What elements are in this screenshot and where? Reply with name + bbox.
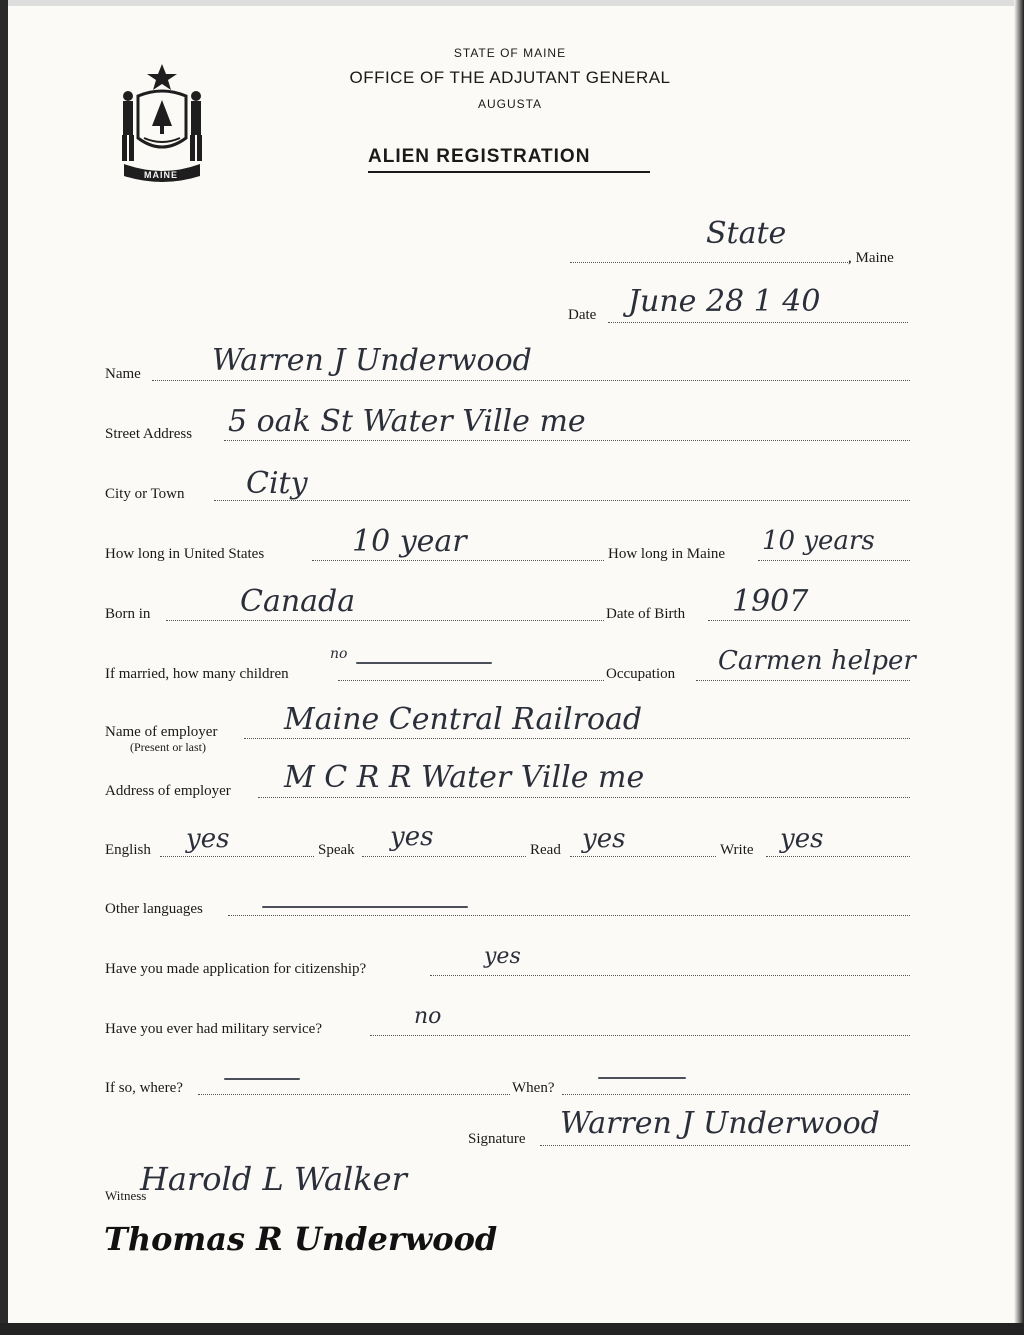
married-dots xyxy=(338,680,604,681)
maine-seal-icon xyxy=(108,60,216,188)
speak-label: Speak xyxy=(318,842,355,858)
employer-addr-label: Address of employer xyxy=(105,783,231,799)
title-underline xyxy=(368,171,650,173)
us-value: 10 year xyxy=(352,524,467,559)
english-dots xyxy=(160,856,314,857)
married-label: If married, how many children xyxy=(105,666,289,682)
born-label: Born in xyxy=(105,606,151,622)
place-suffix: , Maine xyxy=(848,250,894,266)
born-dots xyxy=(166,620,604,621)
seal-banner-text: MAINE xyxy=(144,170,178,180)
maine-value: 10 years xyxy=(762,526,875,556)
street-dots xyxy=(224,440,910,441)
employer-addr-value: M C R R Water Ville me xyxy=(284,760,645,795)
speak-dots xyxy=(362,856,526,857)
signature-dots xyxy=(540,1145,910,1146)
military-value: no xyxy=(414,1004,442,1029)
employer-value: Maine Central Railroad xyxy=(284,702,643,737)
date-value: June 28 1 40 xyxy=(628,284,821,319)
header-state: STATE OF MAINE xyxy=(453,46,567,60)
occupation-label: Occupation xyxy=(606,666,676,682)
maine-label: How long in Maine xyxy=(608,546,726,562)
read-dots xyxy=(570,856,716,857)
second-signature: Thomas R Underwood xyxy=(104,1220,498,1258)
employer-label: Name of employer xyxy=(105,724,218,740)
when-label: When? xyxy=(512,1080,555,1096)
dob-dots xyxy=(708,620,910,621)
citizenship-value: yes xyxy=(484,944,521,969)
dob-value: 1907 xyxy=(732,584,809,619)
name-value: Warren J Underwood xyxy=(212,343,532,378)
when-dots xyxy=(562,1094,910,1095)
name-dots xyxy=(152,380,910,381)
witness-label: Witness xyxy=(105,1188,147,1203)
write-value: yes xyxy=(780,824,824,854)
married-value: no xyxy=(330,646,348,662)
occupation-dots xyxy=(696,680,910,681)
date-dots xyxy=(608,322,908,323)
dob-label: Date of Birth xyxy=(606,606,686,622)
us-dots xyxy=(312,560,604,561)
employer-sublabel: (Present or last) xyxy=(130,740,206,754)
scan-edge-right xyxy=(1014,0,1024,1335)
when-dash xyxy=(598,1077,686,1079)
scan-edge-bottom xyxy=(0,1323,1024,1335)
city-label: City or Town xyxy=(105,486,185,502)
read-label: Read xyxy=(530,842,561,858)
place-value: State xyxy=(706,216,787,251)
signature-value: Warren J Underwood xyxy=(560,1106,880,1141)
other-lang-dash xyxy=(262,906,468,908)
other-lang-label: Other languages xyxy=(105,901,203,917)
married-dash xyxy=(356,662,492,664)
citizenship-label: Have you made application for citizenship? xyxy=(105,961,367,977)
write-dots xyxy=(766,856,910,857)
scan-edge-top xyxy=(0,0,1024,6)
english-label: English xyxy=(105,842,151,858)
street-label: Street Address xyxy=(105,426,193,442)
form-title: ALIEN REGISTRATION xyxy=(368,146,591,167)
maine-dots xyxy=(758,560,910,561)
born-value: Canada xyxy=(240,584,356,619)
city-dots xyxy=(214,500,910,501)
military-label: Have you ever had military service? xyxy=(105,1021,322,1037)
write-label: Write xyxy=(720,842,754,858)
citizenship-dots xyxy=(430,975,910,976)
where-dash xyxy=(224,1078,300,1080)
english-value: yes xyxy=(186,824,230,854)
us-label: How long in United States xyxy=(105,546,265,562)
occupation-value: Carmen helper xyxy=(718,646,916,676)
where-dots xyxy=(198,1094,510,1095)
witness-value: Harold L Walker xyxy=(140,1160,407,1198)
street-value: 5 oak St Water Ville me xyxy=(228,404,586,439)
signature-label: Signature xyxy=(468,1131,526,1147)
other-lang-dots xyxy=(228,915,910,916)
employer-addr-dots xyxy=(258,797,910,798)
city-value: City xyxy=(246,466,308,501)
header-city: AUGUSTA xyxy=(477,97,543,111)
where-label: If so, where? xyxy=(105,1080,183,1096)
military-dots xyxy=(370,1035,910,1036)
place-dots xyxy=(570,262,850,263)
employer-dots xyxy=(244,738,910,739)
header-office: OFFICE OF THE ADJUTANT GENERAL xyxy=(349,68,671,87)
scan-edge-left xyxy=(0,0,8,1335)
speak-value: yes xyxy=(390,822,434,852)
read-value: yes xyxy=(582,824,626,854)
date-label: Date xyxy=(568,307,597,323)
name-label: Name xyxy=(105,366,141,382)
